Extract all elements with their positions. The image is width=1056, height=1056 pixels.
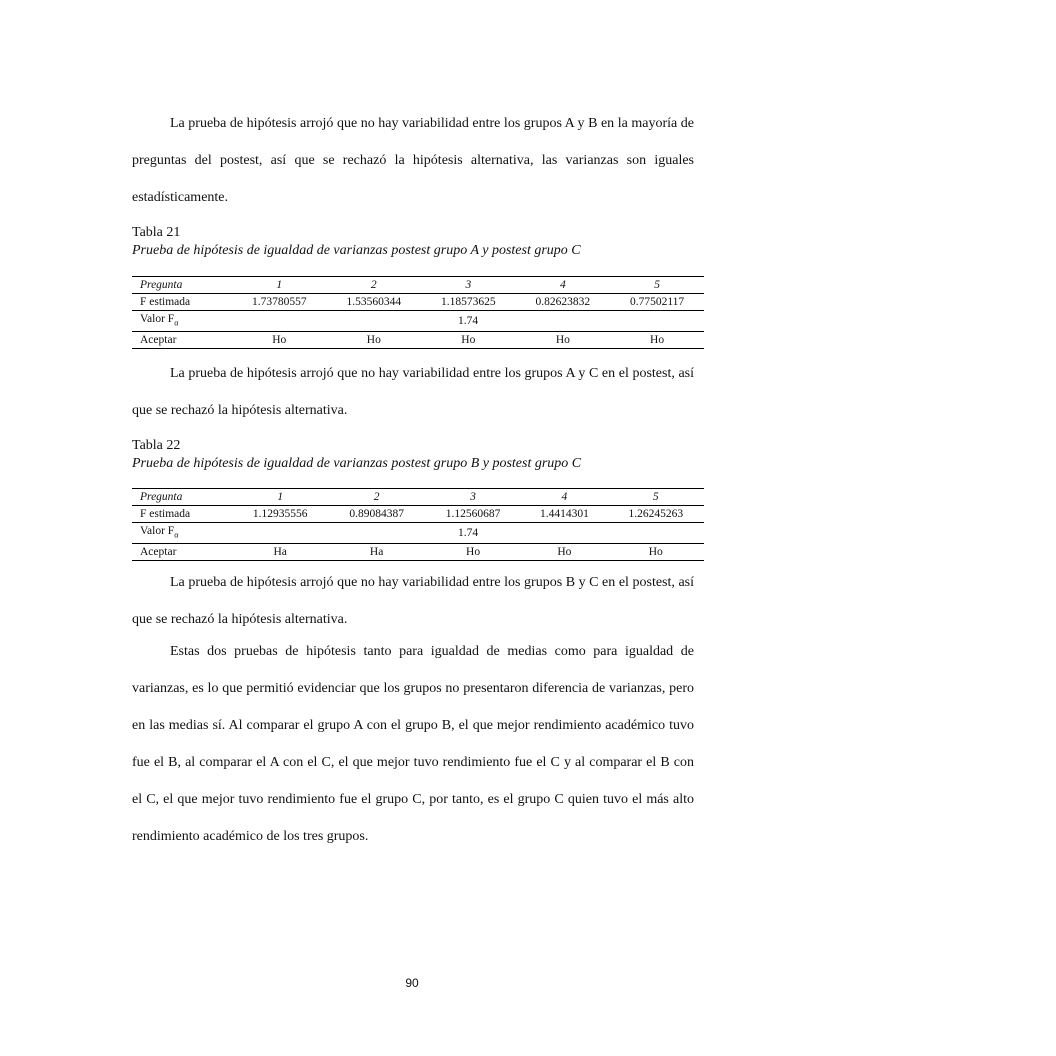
row-label: F estimada: [132, 506, 232, 523]
table-cell: Ho: [610, 332, 704, 349]
header-cell: 2: [328, 489, 424, 506]
header-cell: 4: [521, 489, 607, 506]
row-label-text: Valor F: [140, 525, 175, 537]
row-label: Aceptar: [132, 332, 232, 349]
paragraph-2: [132, 355, 694, 429]
table-row: [132, 523, 704, 544]
header-cell: Pregunta: [132, 277, 232, 294]
table-cell: 1.53560344: [327, 294, 422, 311]
header-cell: 5: [610, 277, 704, 294]
table-22: [132, 488, 704, 561]
header-cell: 3: [425, 489, 521, 506]
table-cell: Ha: [232, 544, 328, 561]
paragraph-4: [132, 633, 694, 855]
table-cell: Ho: [521, 544, 607, 561]
paragraph-1: [132, 105, 694, 216]
row-label-text: Valor F: [140, 313, 175, 325]
page-number: 90: [405, 976, 419, 990]
table-header-row: [132, 489, 704, 506]
table-header-row: [132, 277, 704, 294]
table-row: [132, 506, 704, 523]
row-label: [132, 523, 232, 544]
header-cell: 4: [516, 277, 611, 294]
header-cell: 1: [232, 489, 328, 506]
table-22-label: Tabla 22: [132, 438, 181, 453]
table-cell: 1.12560687: [425, 506, 521, 523]
row-label: F estimada: [132, 294, 232, 311]
table-cell: 1.26245263: [608, 506, 704, 523]
table-cell: Ho: [516, 332, 611, 349]
table-row: [132, 332, 704, 349]
alpha-subscript: α: [174, 318, 179, 328]
row-label: Aceptar: [132, 544, 232, 561]
header-cell: 2: [327, 277, 422, 294]
table-cell: Ho: [327, 332, 422, 349]
row-label: [132, 311, 232, 332]
table-cell: 1.74: [232, 311, 704, 332]
paragraph-2-text: La prueba de hipótesis arrojó que no hay variabilidad entre los grupos A y C en el postest, así que se rechazó la hipótesis alternativa.: [132, 366, 694, 418]
alpha-subscript: α: [174, 530, 179, 540]
table-22-caption: [132, 437, 732, 473]
table-cell: Ho: [608, 544, 704, 561]
header-cell: 5: [608, 489, 704, 506]
table-row: [132, 294, 704, 311]
header-cell: Pregunta: [132, 489, 232, 506]
table-cell: 1.18573625: [421, 294, 516, 311]
table-cell: 0.77502117: [610, 294, 704, 311]
table-21-caption: [132, 224, 732, 260]
table-cell: 0.89084387: [328, 506, 424, 523]
table-cell: 1.73780557: [232, 294, 327, 311]
table-21-title: Prueba de hipótesis de igualdad de varianzas postest grupo A y postest grupo C: [132, 243, 581, 258]
table-cell: 0.82623832: [516, 294, 611, 311]
paragraph-3-text: La prueba de hipótesis arrojó que no hay variabilidad entre los grupos B y C en el postest, así que se rechazó la hipótesis alternativa.: [132, 575, 694, 627]
table-cell: Ho: [425, 544, 521, 561]
table-cell: Ho: [421, 332, 516, 349]
table-cell: 1.12935556: [232, 506, 328, 523]
paragraph-1-text: La prueba de hipótesis arrojó que no hay variabilidad entre los grupos A y B en la mayoría de preguntas del postest, así que se rechazó la hipótesis alternativa, las varianzas son iguales estadísticamente.: [132, 116, 694, 205]
paragraph-3: [132, 564, 694, 638]
table-cell: 1.74: [232, 523, 704, 544]
header-cell: 1: [232, 277, 327, 294]
paragraph-4-text: Estas dos pruebas de hipótesis tanto para igualdad de medias como para igualdad de varianzas, es lo que permitió evidenciar que los grupos no presentaron diferencia de varianzas, pero en las medias sí. Al comparar el grupo A con el grupo B, el que mejor rendimiento académico tuvo fue el B, al comparar el A con el C, el que mejor tuvo rendimiento fue el C y al comparar el B con el C, el que mejor tuvo rendimiento fue el grupo C, por tanto, es el grupo C quien tuvo el más alto rendimiento académico de los tres grupos.: [132, 644, 694, 844]
table-cell: Ha: [328, 544, 424, 561]
table-row: [132, 544, 704, 561]
table-21-label: Tabla 21: [132, 225, 181, 240]
table-row: [132, 311, 704, 332]
table-cell: Ho: [232, 332, 327, 349]
table-21: [132, 276, 704, 349]
header-cell: 3: [421, 277, 516, 294]
table-22-title: Prueba de hipótesis de igualdad de varianzas postest grupo B y postest grupo C: [132, 456, 582, 471]
table-cell: 1.4414301: [521, 506, 607, 523]
